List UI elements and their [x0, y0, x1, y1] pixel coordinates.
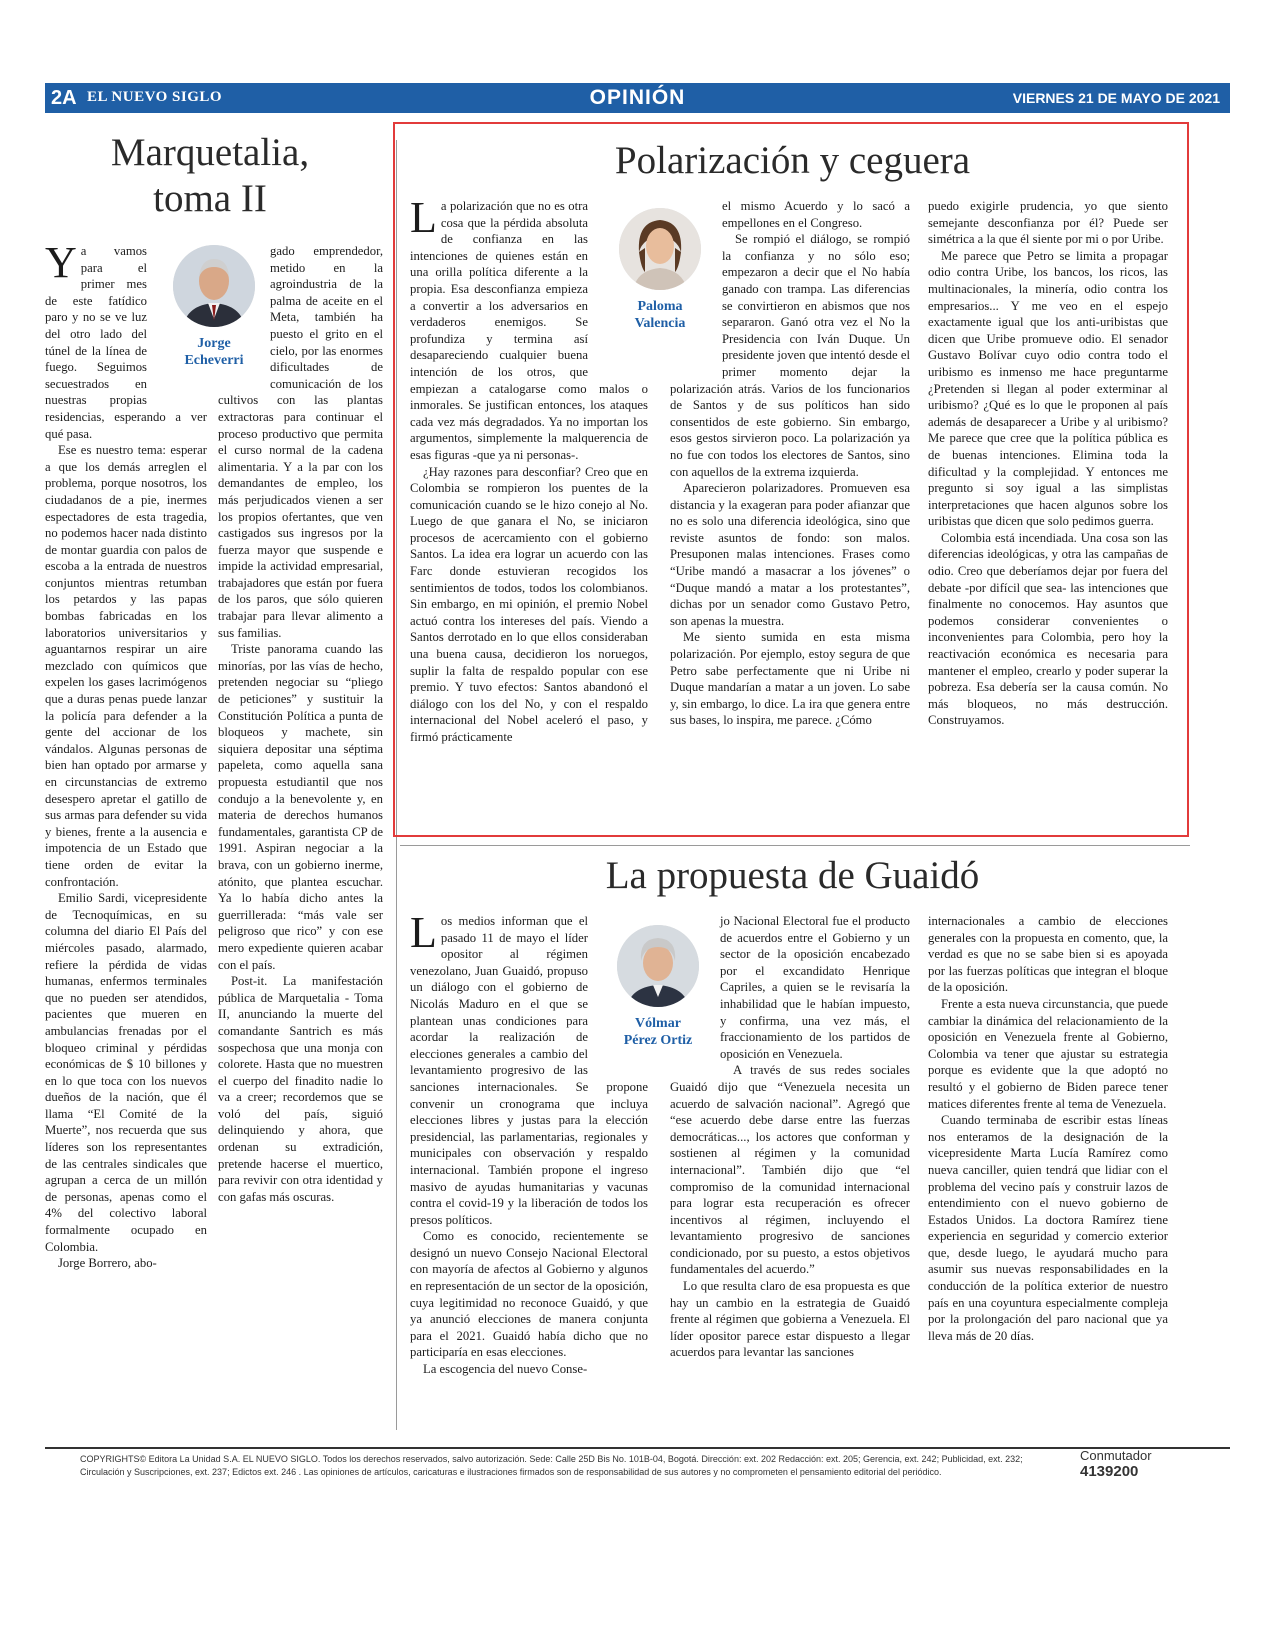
article-paragraph: internacionales a cambio de elecciones generales con la propuesta en comento, que, la verdad es que no se sabe bien si es apoyada por las fuerzas políticas que integran el bloque de la oposición.: [928, 914, 1168, 995]
article-column: [670, 198, 910, 823]
article-paragraph: puedo exigirle prudencia, yo que siento semejante desconfianza por él? Puede ser simétrica a la que él siente por mi o por Uribe.: [928, 199, 1168, 247]
switchboard-label: Conmutador: [1080, 1448, 1152, 1463]
article-headline: La propuesta de Guaidó: [605, 854, 980, 897]
section-title: OPINIÓN: [589, 86, 686, 109]
author-name: Jorge Echeverri: [184, 336, 244, 368]
dropcap: L: [410, 913, 437, 957]
switchboard-number: 4139200: [1080, 1463, 1139, 1480]
article-paragraph: Ese es nuestro tema: esperar a que los demás arreglen el problema, porque nosotros, los ciudadanos de a pie, inermes espectadores de esta tragedia, no podemos hacer nada distinto de montar guardia con palos de escoba a la entrada de nuestros conjuntos mientras retumban los petardos y las papas bombas fabricadas en los laboratorios universitarios y aguantarnos respirar un aire mezclado con químicos que expelen los gases lacrimógenos que a duras penas puede lanzar la policía para defender a la gente del accionar de los vándalos. Algunas personas de bien han optado por armarse y en circunstancias de extremo desespero apretar el gatillo de sus armas para defender su vida y bienes, frente a la ausencia e impotencia de un Estado que tiene orden de evitar la confrontación.: [45, 443, 207, 889]
article-headline: Polarización y ceguera: [614, 139, 971, 182]
article-column: [670, 913, 910, 1433]
article-paragraph: Me siento sumida en esta misma polarización. Por ejemplo, estoy segura de que Petro sabe perfectamente que ni Uribe ni Duque mandarían a matar a un joven. Lo sabe y, sin embargo, lo dice. La ira que genera entre sus bases, lo inspira, me parece. ¿Cómo: [670, 630, 910, 728]
article-paragraph: gado emprendedor, metido en la agroindustria de la palma de aceite en el Meta, también ha puesto el grito en el cielo, por las enormes dificultades de comunicación de los cultivos con las plantas extractoras para continuar el proceso productivo que permita el curso normal de la cadena alimentaria. Y a la par con los demandantes de empleo, los más perjudicados vienen a ser los propios ofertantes, que ven castigados sus ingresos por la fuerza mayor que suspende e impide la actividad empresarial, trabajadores que están por fuera de los paros, que sólo quieren trabajar para llevar alimento a sus familias.: [218, 244, 383, 640]
article-paragraph: Lo que resulta claro de esa propuesta es que hay un cambio en la estrategia de Guaidó frente al régimen que gobierna a Venezuela. El líder opositor parece estar dispuesto a llegar acuerdos para levantar las sanciones: [670, 1279, 910, 1360]
article-paragraph: Post-it. La manifestación pública de Marquetalia - Toma II, anunciando la muerte del comandante Santrich es más sospechosa que una monja con colorete. Hasta que no muestren el cuerpo del finadito nadie lo va a creer; recordemos que se voló del país, siguió delinquiendo y ahora, que ordenan su extradición, pretende hacerse el muertico, para revivir con otra identidad y con gafas más oscuras.: [218, 974, 383, 1204]
article-paragraph: Se rompió el diálogo, se rompió la confianza y no sólo eso; empezaron a decir que el No había ganado con trampa. Las diferencias se convirtieron en abismos que nos separaron. Ganó otra vez el No la Presidencia con Iván Duque. Un presidente joven que intentó desde el primer momento dejar la polarización atrás. Varios de los funcionarios de Santos y de sus políticos han sido consentidos de este gobierno. Sin embargo, esos gestos sirvieron poco. La polarización ya no fue con todos los electores de Santos, sino con aquellos de la extrema izquierda.: [670, 232, 910, 479]
article-column: [410, 198, 648, 823]
article-paragraph: a vamos para el primer mes de este fatídico paro y no se ve luz del otro lado del túnel de la línea de fuego. Seguimos secuestrados en nuestras propias residencias, esperando a ver qué pasa.: [45, 244, 207, 441]
article-paragraph: a polarización que no es otra cosa que la pérdida absoluta de confianza en las intenciones de quienes están en una orilla política diferente a la propia. Esa desconfianza empieza a convertir a los adversarios en verdaderos enemigos. Se profundiza y termina así desapareciendo cualquier buena intención de los otros, que empiezan a catalogarse como malos o inmorales. Se justifican entonces, los ataques cada vez más degradados. Ya no importan los argumentos, simplemente la malquerencia de esas figuras -que ya ni personas-.: [410, 199, 648, 462]
article-column: [410, 913, 648, 1433]
newspaper-brand: EL NUEVO SIGLO: [87, 89, 223, 105]
article-paragraph: os medios informan que el pasado 11 de mayo el líder opositor al régimen venezolano, Juan Guaidó, propuso un diálogo con el gobierno de Nicolás Maduro en el que se plantean unas condiciones para acordar la realización de elecciones generales a cambio del levantamiento progresivo de las sanciones internacionales. Se propone convenir un cronograma que incluya elecciones libres y justas para la elección presidencial, las parlamentarias, regionales y municipales con observación y respaldo internacional. También propone el ingreso masivo de ayudas humanitarias y vacunas contra el covid-19 y la liberación de todos los presos políticos.: [410, 914, 648, 1227]
headline-line-1: Marquetalia,: [110, 131, 310, 174]
article-paragraph: Como es conocido, recientemente se designó un nuevo Consejo Nacional Electoral con mayoría de afectos al Gobierno y algunos en representación de un sector de la oposición, cuya legitimidad no reconoce Guaidó, y que ya anunció elecciones de manera conjunta para el 2021. Guaidó había dicho que no participaría en esas elecciones.: [410, 1229, 648, 1360]
article-paragraph: Colombia está incendiada. Una cosa son las diferencias ideológicas, y otra las campañas de odio. Creo que deberíamos dejar por fuera del debate -por difícil que sea- las intenciones que finalmente no conocemos. Hay asuntos que podemos considerar convenientes o inconvenientes para Colombia, pero hoy la reactivación económica es necesaria para mantener el empleo, crearlo y poder superar la pobreza. Esa debería ser la causa común. No más bloqueos, no más destrucción. Construyamos.: [928, 530, 1168, 728]
page-number: 2A: [51, 87, 77, 109]
article-paragraph: Me parece que Petro se limita a propagar odio contra Uribe, los bancos, los ricos, las multinacionales, la minería, odio contra los empresarios... Y me veo en el espejo exactamente igual que los anti-uribistas que dicen que Uribe promueve odio. El senador Gustavo Bolívar cuyo odio contra todo el uribismo es inmenso me hace preguntarme ¿Pretenden si llegan al poder exterminar al uribismo? ¿Qué es lo que le proponen al país además de desaparecer a Uribe y al uribismo? Me parece que cree que la política pública es de buenas intenciones. Elimina toda la dificultad y la complejidad. Y entonces me pregunto si soy igual a las simplistas interpretaciones que hacen algunos sobre los uribistas que dicen que solo pedimos guerra.: [928, 248, 1168, 529]
article-paragraph: Triste panorama cuando las minorías, por las vías de hecho, pretenden negociar su “pliego de peticiones” y sustituir la Constitución Política a punta de bloqueos y machete, sin siquiera depositar una séptima papeleta, como aquella sana propuesta estudiantil que nos condujo a la benevolente y, en materia de derechos humanos fundamentales, garantista CP de 1991. Aspiran negociar a la brava, con un gobierno inerme, atónito, que plantea escuchar. Ya lo había dicho antes la guerrillerada: “más vale ser peligroso que rico” y con ese mero expediente quieren acabar con el país.: [218, 642, 383, 972]
author-name: Paloma Valencia: [634, 299, 686, 331]
switchboard-info: [1080, 1448, 1152, 1480]
headline-line-2: toma II: [153, 177, 267, 220]
article-column: [928, 198, 1168, 823]
author-name: Vólmar Pérez Ortiz: [623, 1016, 693, 1048]
article-column: [45, 243, 207, 1423]
article-paragraph: Emilio Sardi, vicepresidente de Tecnoquímicas, en su columna del diario El País del miércoles pasado, alarmado, refiere la pérdida de vidas humanas, enfermos terminales que no pueden ser atendidos, pacientes que mueren en ambulancias frenadas por el bloqueo criminal y pérdidas económicas de $ 10 billones y en lo que toca con los nuevos dueños de la nación, que él llama “El Comité de la Muerte”, nos recuerda que sus líderes son los representantes de las centrales sindicales que agrupan a cerca de un millón de personas, apenas como el 4% del colectivo laboral formalmente ocupado en Colombia.: [45, 891, 207, 1254]
article-paragraph: ¿Hay razones para desconfiar? Creo que en Colombia se rompieron los puentes de la comunicación cuando se le hizo conejo al No. Luego de que ganara el No, se iniciaron procesos de acercamiento con el gobierno Santos. La idea era lograr un acuerdo con las Farc donde estuvieran recogidos los sentimientos de todos, todos los colombianos. Sin embargo, en mi opinión, el premio Nobel actuó contra los intereses del país. Viendo a Santos derrotado en lo que ellos consideraban una buena causa, decidieron los noruegos, suplir la falta de respaldo popular con ese premio. Y tuvo efectos: Santos abandonó el diálogo con los del No, y con el respaldo internacional del Nobel aceleró el paso, y firmó prácticamente: [410, 464, 648, 744]
article-paragraph: jo Nacional Electoral fue el producto de acuerdos entre el Gobierno y un sector de la oposición encabezado por el excandidato Henrique Capriles, a quien se le revisaría la inhabilidad que le habían impuesto, y confirma, una vez más, el fraccionamiento de los partidos de oposición en Venezuela.: [720, 914, 910, 1061]
dropcap: Y: [45, 243, 77, 287]
copyright-notice: COPYRIGHTS© Editora La Unidad S.A. EL NUEVO SIGLO. Todos los derechos reservados, salvo autorización. Sede: Calle 25D Bis No. 101B-04, Bogotá. Dirección: ext. 202 Redacción: ext. 205; Gerencia, ext. 242; Publicidad, ext. 232; Circulación y Suscripciones, ext. 237; Edictos ext. 246 . Las opiniones de artículos, caricaturas e ilustraciones firmados son de responsabilidad de sus autores y no comprometen el pensamiento editorial del periódico.: [80, 1454, 1023, 1477]
article-headline: [45, 130, 375, 222]
issue-date: VIERNES 21 DE MAYO DE 2021: [1012, 90, 1220, 106]
article-column: [928, 913, 1168, 1433]
article-paragraph: Cuando terminaba de escribir estas líneas nos enteramos de la designación de la vicepresidente Marta Lucía Ramírez como nueva canciller, quien tendrá que lidiar con el problema del vecino país y construir lazos de entendimiento con el nuevo gobierno de Estados Unidos. La doctora Ramírez tiene experiencia en seguridad y comercio exterior que, desde luego, le ayudará mucho para asumir sus nuevas responsabilidades en la conducción de la política exterior de nuestro país en una coyuntura especialmente compleja por la prolongación del paro nacional que ya lleva más de 20 días.: [928, 1113, 1168, 1343]
footer-rule: [45, 1447, 1230, 1449]
article-paragraph: Aparecieron polarizadores. Promueven esa distancia y la exageran para poder afianzar que no es solo una diferencia ideológica, sino que reviste asuntos de fondo: son malos. Presuponen malas intenciones. Frases como “Uribe mandó a masacrar a los jóvenes” o “Duque mandó a matar a los protestantes”, dichas por un senador como Gustavo Petro, son apenas la muestra.: [670, 481, 910, 628]
page-header: [45, 83, 1230, 113]
article-paragraph: La escogencia del nuevo Conse-: [423, 1362, 588, 1377]
article-column: [218, 243, 383, 1423]
dropcap: L: [410, 198, 437, 242]
article-paragraph: A través de sus redes sociales Guaidó dijo que “Venezuela necesita un acuerdo de salvación nacional”. Agregó que “ese acuerdo debe darse entre las fuerzas democráticas..., los actores que conforman y sostienen al régimen y la comunidad internacional”. También dijo que “el compromiso de la comunidad internacional para lograr esta recuperación es ofrecer incentivos al régimen, incluyendo el levantamiento progresivo de sanciones condicionado, por su puesto, a estos objetivos fundamentales del acuerdo.”: [670, 1063, 910, 1277]
article-paragraph: el mismo Acuerdo y lo sacó a empellones en el Congreso.: [722, 199, 910, 230]
article-paragraph: Jorge Borrero, abo-: [58, 1256, 157, 1271]
article-paragraph: Frente a esta nueva circunstancia, que puede cambiar la dinámica del relacionamiento de la oposición en Venezuela frente al Gobierno, Colombia va tener que ajustar su estrategia porque es evidente que la que adoptó no resultó y el gobierno de Biden parece tener matices diferentes frente al tema de Venezuela.: [928, 996, 1168, 1111]
article-divider: [400, 845, 1190, 846]
